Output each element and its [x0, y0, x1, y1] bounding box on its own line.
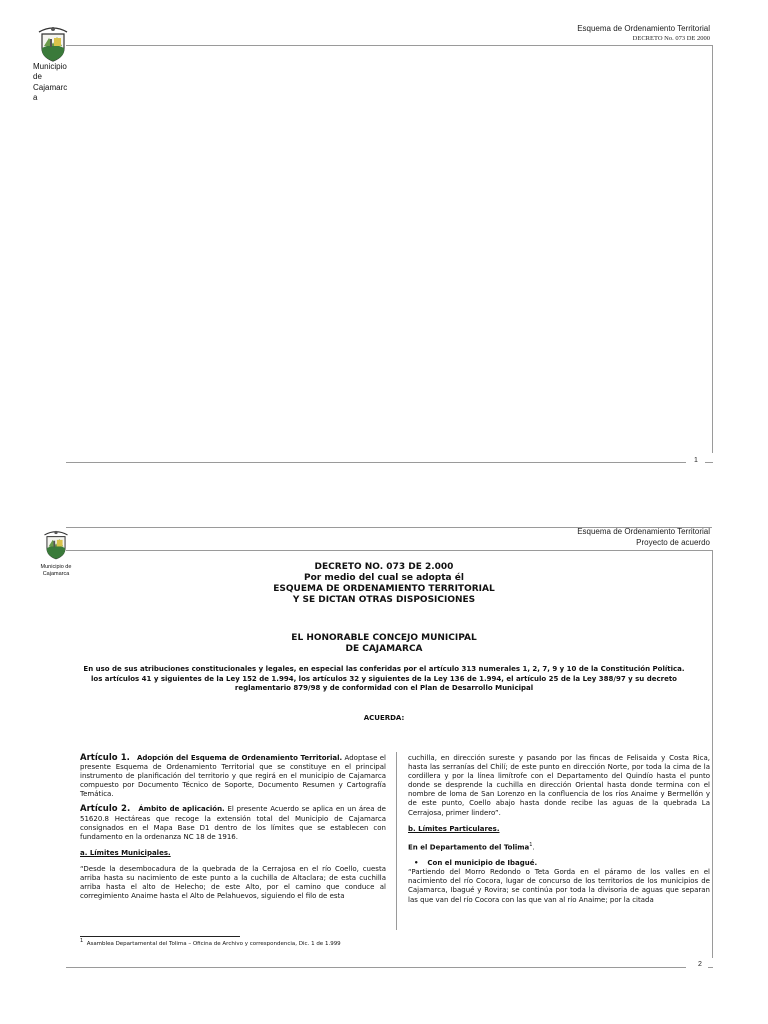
footnote [80, 938, 341, 947]
header-title: Esquema de Ordenamiento Territorial [577, 527, 710, 536]
header-rule [66, 550, 712, 551]
article-1 [80, 754, 386, 799]
section-b-title: b. Límites Particulares. [408, 824, 500, 833]
footnote-text: Asamblea Departamental del Tolima – Oficina de Archivo y correspondencia, Dic. 1 de 1.999 [86, 940, 341, 947]
section-a-title: a. Límites Municipales. [80, 848, 171, 857]
footnote-rule [80, 936, 240, 937]
article-2-label: Artículo 2. [80, 804, 131, 815]
bullet-item [408, 859, 710, 868]
council-line: DE CAJAMARCA [345, 644, 423, 654]
title-line: DECRETO NO. 073 DE 2.000 [314, 562, 454, 572]
article-1-label: Artículo 1. [80, 753, 130, 763]
council-heading [0, 633, 768, 655]
preamble-line: reglamentario 879/98 y de conformidad con el Plan de Desarrollo Municipal [234, 684, 534, 693]
header-subtitle: Proyecto de acuerdo [636, 538, 710, 547]
cajamarca-logo-icon [42, 527, 70, 561]
footer-rule [66, 967, 686, 968]
page-border-right [712, 45, 713, 453]
decree-title [0, 562, 768, 606]
header-rule [66, 45, 712, 46]
council-line: EL HONORABLE CONCEJO MUNICIPAL [291, 633, 477, 643]
preamble [0, 665, 768, 694]
municipality-line: Cajamarc [33, 83, 68, 92]
department-suffix: . [532, 843, 535, 852]
municipality-line: Cajamarca [42, 571, 70, 577]
footer-rule-end [705, 462, 713, 463]
section-a-text: “Desde la desembocadura de la quebrada de la Cerrajosa en el río Coello, cuesta arriba hasta su nacimiento de este punto a la cuchilla de Altaclara; de esta cuchilla arriba hasta el alto de Helecho; de este Alto, por el camino que conduce al corregimiento Anaime hasta el Alto de Pelahuevos, siguiendo el filo de esta [80, 864, 386, 901]
bullet-icon: • [414, 859, 419, 868]
page-border-right [712, 550, 713, 958]
header-title: Esquema de Ordenamiento Territorial [577, 24, 710, 33]
article-2 [80, 805, 386, 841]
title-line: ESQUEMA DE ORDENAMIENTO TERRITORIAL [273, 584, 495, 594]
right-text-1: cuchilla, en dirección sureste y pasando por las fincas de Felisaida y Costa Rica, hasta las serranías del Chilí; de este punto en dirección Norte, por toda la cima de la cordillera y por la línea limítrofe con el Departamento del Quindío hasta el punto donde se desprende la cuchilla en dirección Oriental hasta donde termina con el nombre de loma de San Lorenzo en la confluencia de los ríos Anaime y Bermellón y de este punto, Coello abajo hasta donde recibe las aguas de la quebrada La Cerrajosa, primer lindero”. [408, 754, 710, 817]
department-label: En el Departamento del Tolima [408, 843, 530, 852]
page-number: 2 [698, 961, 702, 968]
footer-rule-end [708, 967, 713, 968]
preamble-line: En uso de sus atribuciones constitucionales y legales, en especial las conferidas por el artículo 313 numerales 1, 2, 7, 9 y 10 de la Constitución Política. [83, 665, 685, 673]
acuerda-heading: ACUERDA: [363, 714, 405, 722]
cajamarca-logo-icon [36, 24, 70, 62]
right-column [408, 754, 710, 905]
header-subtitle: DECRETO No. 073 DE 2000 [632, 35, 710, 42]
footer-rule [66, 462, 686, 463]
article-2-heading: Ámbito de aplicación. [138, 805, 225, 814]
title-line: Y SE DICTAN OTRAS DISPOSICIONES [292, 595, 476, 605]
municipality-line: de [33, 71, 42, 81]
department-line [408, 841, 710, 852]
article-1-text: Adoptase el presente Esquema de Ordenamiento Territorial que se constituye en el principal instrumento de planificación del territorio y que regirá en el municipio de Cajamarca compuesto por Documento Técnico de Soporte, Documento Resumen y Cartografía Temática. [80, 754, 386, 799]
left-column [80, 754, 386, 901]
municipality-line: Municipio [33, 62, 67, 71]
preamble-line: los artículos 41 y siguientes de la Ley 152 de 1.994, los artículos 32 y siguientes de la Ley 136 de 1.994, el artículo 25 de la Ley 388/97 y su decreto [90, 674, 677, 683]
column-divider [396, 752, 397, 930]
right-text-2: “Partiendo del Morro Redondo o Teta Gorda en el páramo de los valles en el nacimiento del río Cocora, lugar de concurso de los territorios de los municipios de Cajamarca, Ibagué y Rovira; se continúa por toda la divisoria de aguas que separan las que van del río Cocora con las que van al río Anaime; por la citada [408, 868, 710, 904]
page-number: 1 [694, 457, 698, 464]
article-1-heading: Adopción del Esquema de Ordenamiento Territorial. [136, 754, 343, 762]
municipality-name [33, 62, 67, 102]
footnote-ref[interactable]: 1 [529, 841, 533, 848]
footnote-number: 1 [80, 938, 84, 944]
article-2-text: El presente Acuerdo se aplica en un área de 51620.8 Hectáreas que recoge la extensión total del Municipio de Cajamarca consignados en el Mapa Base D1 dentro de los límites que se establecen con fundamento en la ordenanza NC 18 de 1916. [80, 805, 386, 841]
title-line: Por medio del cual se adopta él [304, 573, 464, 583]
bullet-label: Con el municipio de Ibagué. [427, 859, 538, 868]
municipality-line: a [33, 92, 38, 102]
municipality-line: Municipio de [40, 564, 72, 570]
